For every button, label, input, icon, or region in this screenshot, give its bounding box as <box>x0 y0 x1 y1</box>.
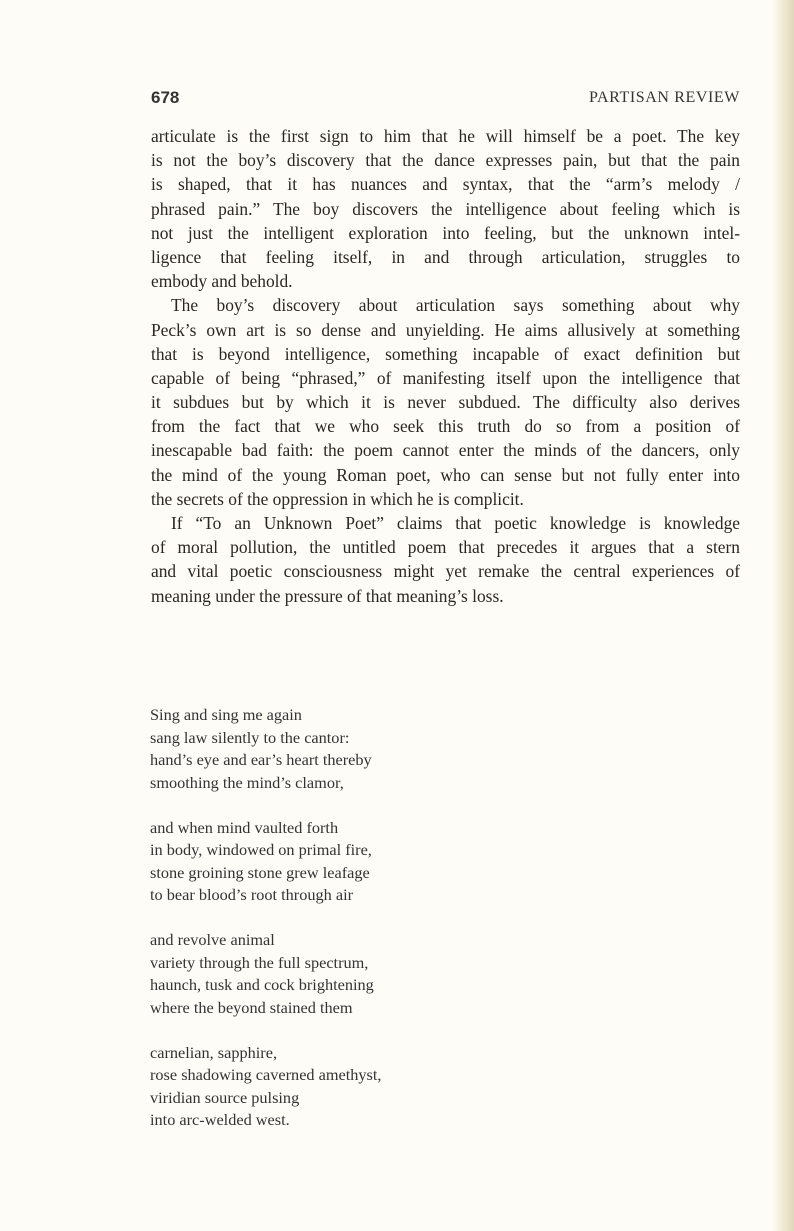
paragraph <box>151 293 740 511</box>
text-line: embody and behold. <box>151 271 293 292</box>
text-line: not just the intelligent exploration into feeling, but the unknown intel- <box>151 222 740 243</box>
paragraph <box>151 511 740 608</box>
poem-stanza <box>150 1042 381 1132</box>
poem-line: carnelian, sapphire, <box>150 1042 278 1062</box>
poem-line: and revolve animal <box>150 930 275 949</box>
text-line: If “To an Unknown Poet” claims that poetic knowledge is knowledge <box>171 513 740 533</box>
text-line: phrased pain.” The boy discovers the intelligence about feeling which is <box>151 198 740 219</box>
text-line: the secrets of the oppression in which he is complicit. <box>151 488 524 509</box>
page-number: 678 <box>151 88 180 107</box>
running-title: PARTISAN REVIEW <box>588 89 740 106</box>
text-line: is not the boy’s discovery that the dance expresses pain, but that the pain <box>151 150 740 171</box>
poem-line: stone groining stone grew leafage <box>150 862 370 882</box>
text-line: articulate is the first sign to him that he will himself be a poet. The key <box>151 126 740 146</box>
text-line: from the fact that we who seek this truth do so from a position of <box>151 416 740 437</box>
text-line: inescapable bad faith: the poem cannot enter the minds of the dancers, only <box>151 440 740 461</box>
poem-line: in body, windowed on primal fire, <box>150 840 372 859</box>
text-line: Peck’s own art is so dense and unyielding. He aims allusively at something <box>151 319 740 340</box>
text-line: is shaped, that it has nuances and syntax, that the “arm’s melody / <box>151 174 740 195</box>
text-line: meaning under the pressure of that meaning’s loss. <box>151 585 504 606</box>
text-line: ligence that feeling itself, in and through articulation, struggles to <box>151 246 740 267</box>
poem-stanza <box>150 817 381 907</box>
body-text <box>151 124 740 608</box>
text-line: and vital poetic consciousness might yet remake the central experiences of <box>151 561 740 582</box>
text-line: of moral pollution, the untitled poem that precedes it argues that a stern <box>151 537 740 558</box>
poem-line: into arc-welded west. <box>150 1110 290 1129</box>
text-line: capable of being “phrased,” of manifesting itself upon the intelligence that <box>151 367 740 388</box>
text-line: the mind of the young Roman poet, who can sense but not fully enter into <box>151 464 740 485</box>
poem-line: sang law silently to the cantor: <box>150 727 350 747</box>
poem-line: variety through the full spectrum, <box>150 952 369 972</box>
poem-stanza <box>150 704 381 794</box>
poem-line: and when mind vaulted forth <box>150 817 339 837</box>
poem <box>150 704 381 1132</box>
text-line: The boy’s discovery about articulation says something about why <box>171 295 740 316</box>
text-line: it subdues but by which it is never subdued. The difficulty also derives <box>151 392 740 413</box>
poem-line: hand’s eye and ear’s heart thereby <box>150 750 372 769</box>
page-header <box>151 88 740 112</box>
poem-line: viridian source pulsing <box>150 1087 300 1107</box>
poem-line: rose shadowing caverned amethyst, <box>150 1065 382 1084</box>
poem-stanza <box>150 929 381 1019</box>
poem-line: haunch, tusk and cock brightening <box>150 975 374 994</box>
text-line: that is beyond intelligence, something incapable of exact definition but <box>151 343 740 364</box>
poem-line: Sing and sing me again <box>150 705 302 724</box>
poem-line: smoothing the mind’s clamor, <box>150 772 344 792</box>
page-binding-shadow <box>772 0 794 1231</box>
poem-line: where the beyond stained them <box>150 997 353 1017</box>
paragraph <box>151 124 740 293</box>
poem-line: to bear blood’s root through air <box>150 885 354 904</box>
